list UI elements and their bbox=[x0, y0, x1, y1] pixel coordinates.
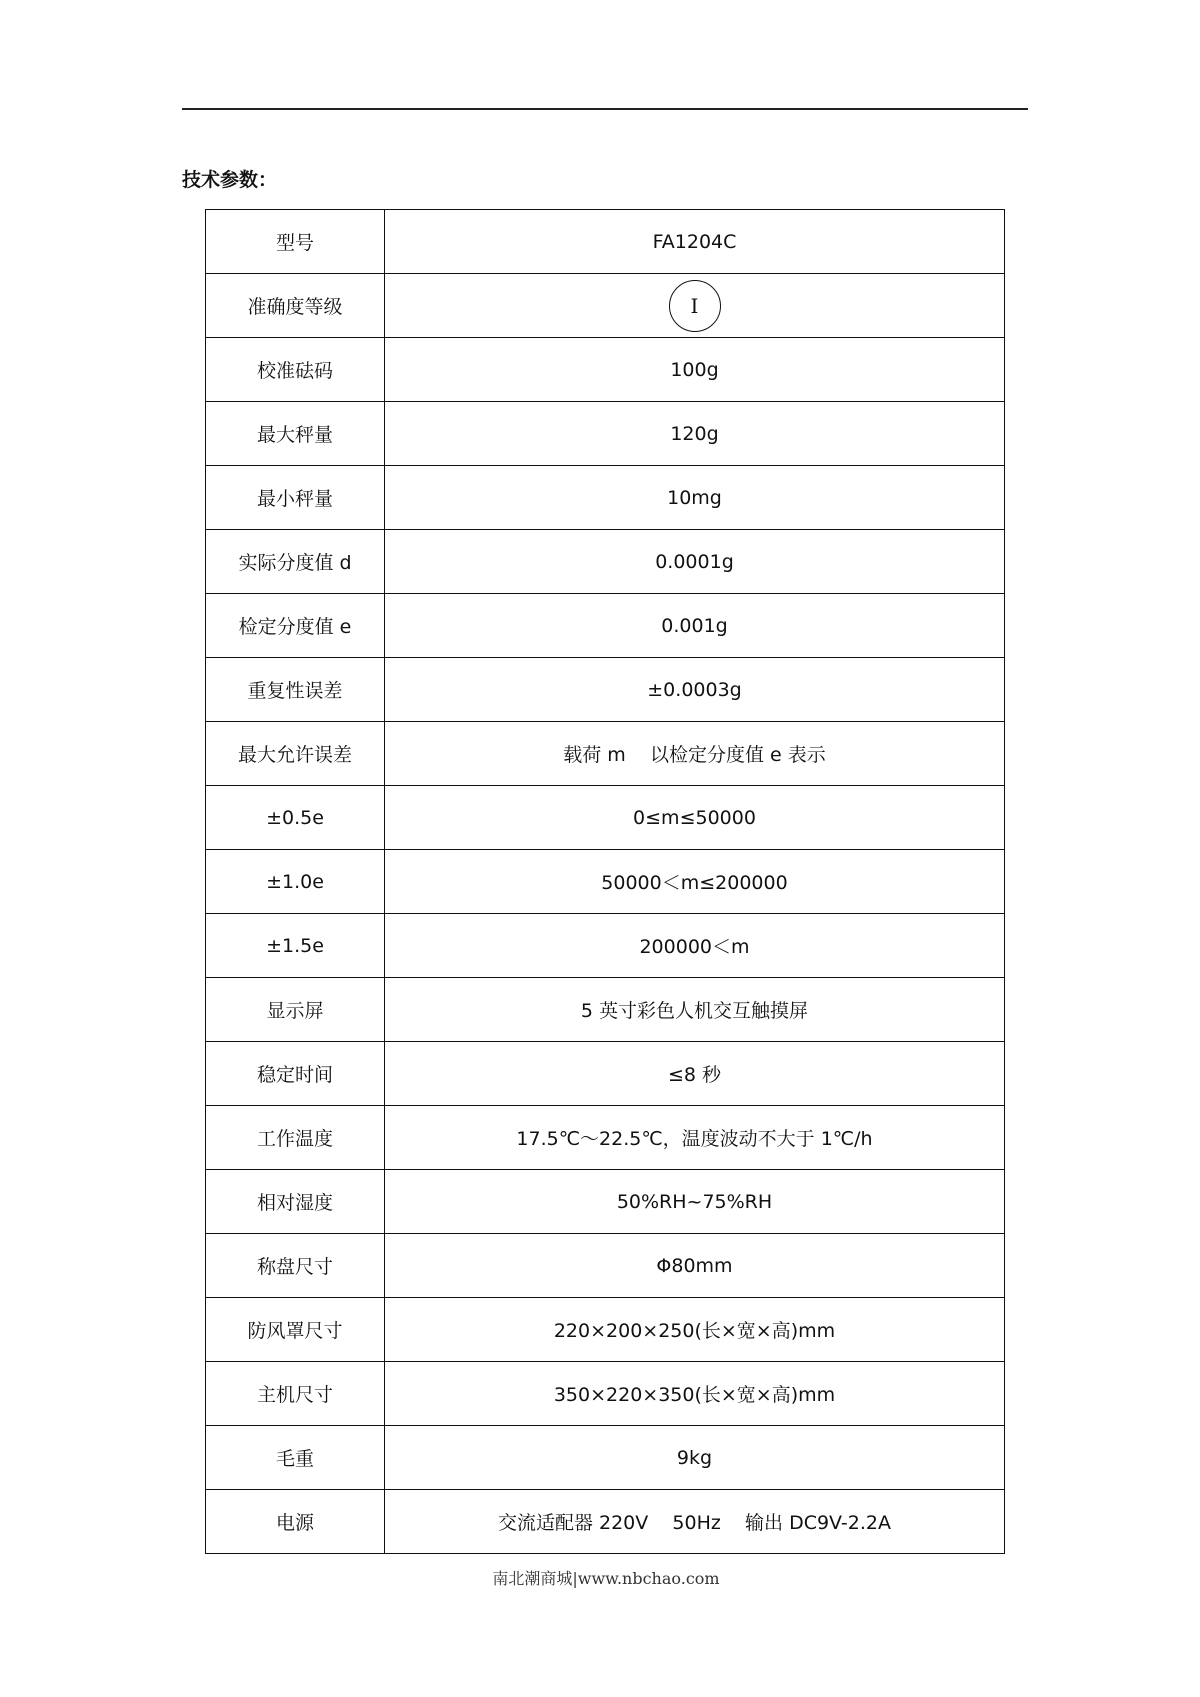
spec-value: Φ80mm bbox=[385, 1234, 1005, 1298]
table-row bbox=[206, 466, 1005, 530]
spec-value: 载荷 m 以检定分度值 e 表示 bbox=[385, 722, 1005, 786]
table-row bbox=[206, 786, 1005, 850]
spec-value: 5 英寸彩色人机交互触摸屏 bbox=[385, 978, 1005, 1042]
spec-value: 0.001g bbox=[385, 594, 1005, 658]
table-row bbox=[206, 1234, 1005, 1298]
spec-label: 显示屏 bbox=[206, 978, 385, 1042]
table-row bbox=[206, 530, 1005, 594]
spec-value: 10mg bbox=[385, 466, 1005, 530]
accuracy-class-symbol: I bbox=[669, 280, 721, 332]
spec-label: 相对湿度 bbox=[206, 1170, 385, 1234]
spec-label: 实际分度值 d bbox=[206, 530, 385, 594]
table-row bbox=[206, 594, 1005, 658]
spec-label: 最大允许误差 bbox=[206, 722, 385, 786]
table-row bbox=[206, 1106, 1005, 1170]
spec-label: ±0.5e bbox=[206, 786, 385, 850]
table-row bbox=[206, 210, 1005, 274]
spec-label: 重复性误差 bbox=[206, 658, 385, 722]
spec-value: ±0.0003g bbox=[385, 658, 1005, 722]
table-row bbox=[206, 1426, 1005, 1490]
spec-label: 毛重 bbox=[206, 1426, 385, 1490]
table-row bbox=[206, 402, 1005, 466]
spec-value: 350×220×350(长×宽×高)mm bbox=[385, 1362, 1005, 1426]
table-row bbox=[206, 1490, 1005, 1554]
table-row bbox=[206, 1042, 1005, 1106]
spec-value: 9kg bbox=[385, 1426, 1005, 1490]
spec-value: 0≤m≤50000 bbox=[385, 786, 1005, 850]
spec-label: 防风罩尺寸 bbox=[206, 1298, 385, 1362]
footer-watermark: 南北潮商城|www.nbchao.com bbox=[492, 1569, 720, 1588]
spec-value: FA1204C bbox=[385, 210, 1005, 274]
table-row bbox=[206, 338, 1005, 402]
spec-label: 最小秤量 bbox=[206, 466, 385, 530]
spec-value: ≤8 秒 bbox=[385, 1042, 1005, 1106]
table-row bbox=[206, 850, 1005, 914]
table-row bbox=[206, 658, 1005, 722]
spec-value: 50000＜m≤200000 bbox=[385, 850, 1005, 914]
spec-label: ±1.0e bbox=[206, 850, 385, 914]
spec-label: 工作温度 bbox=[206, 1106, 385, 1170]
spec-value: 120g bbox=[385, 402, 1005, 466]
spec-value: 交流适配器 220V 50Hz 输出 DC9V-2.2A bbox=[385, 1490, 1005, 1554]
spec-value bbox=[385, 274, 1005, 338]
spec-value: 17.5℃～22.5℃，温度波动不大于 1℃/h bbox=[385, 1106, 1005, 1170]
spec-value: 220×200×250(长×宽×高)mm bbox=[385, 1298, 1005, 1362]
spec-value: 100g bbox=[385, 338, 1005, 402]
table-row bbox=[206, 1298, 1005, 1362]
spec-label: 最大秤量 bbox=[206, 402, 385, 466]
spec-label: 型号 bbox=[206, 210, 385, 274]
section-title: 技术参数： bbox=[182, 169, 278, 191]
table-row bbox=[206, 1170, 1005, 1234]
table-row bbox=[206, 1362, 1005, 1426]
spec-table bbox=[205, 209, 1005, 1554]
table-row bbox=[206, 274, 1005, 338]
spec-label: 稳定时间 bbox=[206, 1042, 385, 1106]
spec-label: 校准砝码 bbox=[206, 338, 385, 402]
table-row bbox=[206, 722, 1005, 786]
table-row bbox=[206, 978, 1005, 1042]
spec-label: 电源 bbox=[206, 1490, 385, 1554]
table-row bbox=[206, 914, 1005, 978]
spec-label: ±1.5e bbox=[206, 914, 385, 978]
spec-label: 称盘尺寸 bbox=[206, 1234, 385, 1298]
spec-value: 0.0001g bbox=[385, 530, 1005, 594]
spec-value: 200000＜m bbox=[385, 914, 1005, 978]
spec-label: 准确度等级 bbox=[206, 274, 385, 338]
spec-value: 50%RH~75%RH bbox=[385, 1170, 1005, 1234]
header-rule bbox=[182, 108, 1028, 110]
spec-label: 检定分度值 e bbox=[206, 594, 385, 658]
spec-label: 主机尺寸 bbox=[206, 1362, 385, 1426]
